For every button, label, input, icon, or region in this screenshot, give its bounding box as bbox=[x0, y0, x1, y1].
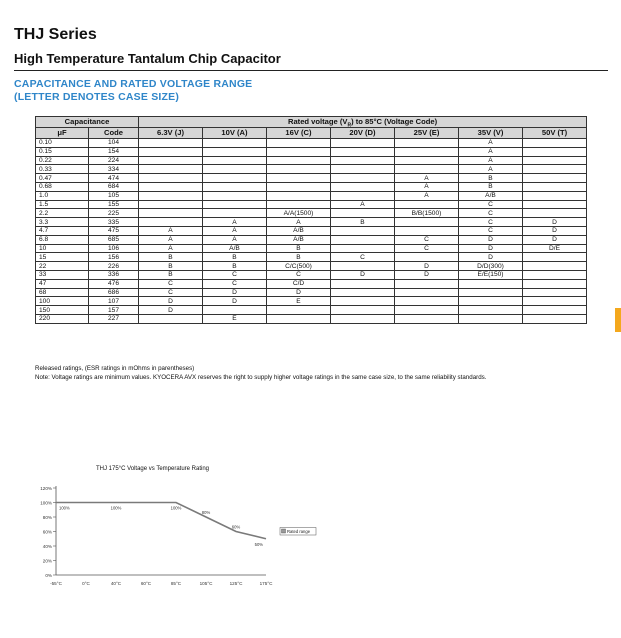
case-size-cell: A bbox=[459, 147, 523, 156]
case-size-cell: A bbox=[203, 226, 267, 235]
case-size-cell bbox=[267, 165, 331, 174]
table-group-header-row bbox=[36, 117, 587, 128]
table-notes bbox=[35, 365, 486, 382]
case-size-cell: A/B bbox=[459, 191, 523, 200]
voltage-header-prefix: Rated voltage (V bbox=[287, 117, 348, 126]
case-size-cell bbox=[139, 182, 203, 191]
case-size-cell bbox=[395, 156, 459, 165]
capacitance-cell: 0.10 bbox=[36, 139, 89, 148]
case-size-cell: B bbox=[203, 253, 267, 262]
case-size-cell bbox=[267, 200, 331, 209]
case-size-cell: C bbox=[139, 279, 203, 288]
capacitance-group-header: Capacitance bbox=[36, 117, 139, 128]
case-size-cell: C bbox=[459, 218, 523, 227]
capacitance-cell: 33 bbox=[36, 270, 89, 279]
case-size-cell: A bbox=[203, 218, 267, 227]
case-size-cell: A bbox=[139, 235, 203, 244]
code-cell: 105 bbox=[89, 191, 139, 200]
case-size-cell: B bbox=[331, 218, 395, 227]
case-size-cell bbox=[523, 262, 587, 271]
case-size-cell bbox=[523, 191, 587, 200]
case-size-cell: A/B bbox=[267, 226, 331, 235]
case-size-cell: D bbox=[459, 235, 523, 244]
x-tick-label: 85°C bbox=[170, 581, 182, 586]
code-cell: 225 bbox=[89, 209, 139, 218]
table-row bbox=[36, 244, 587, 253]
case-size-cell bbox=[203, 200, 267, 209]
case-size-cell bbox=[395, 147, 459, 156]
table-row bbox=[36, 165, 587, 174]
code-cell: 686 bbox=[89, 288, 139, 297]
case-size-cell bbox=[331, 288, 395, 297]
case-size-cell bbox=[331, 139, 395, 148]
data-label: 60% bbox=[231, 524, 241, 530]
capacitance-cell: 0.33 bbox=[36, 165, 89, 174]
case-size-cell bbox=[267, 182, 331, 191]
case-size-cell bbox=[331, 174, 395, 183]
capacitance-cell: 68 bbox=[36, 288, 89, 297]
case-size-cell: A bbox=[139, 226, 203, 235]
case-size-cell bbox=[139, 147, 203, 156]
case-size-cell: A bbox=[203, 235, 267, 244]
case-size-cell bbox=[267, 147, 331, 156]
case-size-cell bbox=[459, 288, 523, 297]
case-size-cell: B bbox=[139, 262, 203, 271]
code-cell: 157 bbox=[89, 306, 139, 315]
case-size-cell: C bbox=[459, 226, 523, 235]
column-header: 50V (T) bbox=[523, 128, 587, 139]
case-size-cell: D bbox=[267, 288, 331, 297]
case-size-cell: D bbox=[395, 270, 459, 279]
column-header: 10V (A) bbox=[203, 128, 267, 139]
table-row bbox=[36, 314, 587, 323]
x-tick-label: 60°C bbox=[140, 581, 152, 586]
case-size-cell bbox=[139, 174, 203, 183]
case-size-cell: B bbox=[267, 244, 331, 253]
case-size-cell: C bbox=[203, 279, 267, 288]
table-row bbox=[36, 297, 587, 306]
case-size-cell: D bbox=[331, 270, 395, 279]
section-heading-line1: CAPACITANCE AND RATED VOLTAGE RANGE bbox=[14, 78, 253, 90]
case-size-cell: C bbox=[331, 253, 395, 262]
case-size-cell: A/A(1500) bbox=[267, 209, 331, 218]
case-size-cell bbox=[395, 288, 459, 297]
column-header: 6.3V (J) bbox=[139, 128, 203, 139]
code-cell: 156 bbox=[89, 253, 139, 262]
code-cell: 684 bbox=[89, 182, 139, 191]
code-cell: 224 bbox=[89, 156, 139, 165]
case-size-cell: E bbox=[203, 314, 267, 323]
case-size-cell bbox=[139, 218, 203, 227]
column-header: 25V (E) bbox=[395, 128, 459, 139]
x-tick-label: 125°C bbox=[229, 581, 243, 586]
case-size-cell bbox=[459, 297, 523, 306]
case-size-cell: A bbox=[139, 244, 203, 253]
capacitance-cell: 15 bbox=[36, 253, 89, 262]
case-size-cell bbox=[523, 156, 587, 165]
table-row bbox=[36, 174, 587, 183]
case-size-cell: A bbox=[267, 218, 331, 227]
data-label: 100% bbox=[110, 505, 122, 511]
case-size-cell bbox=[395, 165, 459, 174]
chart-title: THJ 175°C Voltage vs Temperature Rating bbox=[96, 466, 210, 472]
case-size-cell: C bbox=[395, 235, 459, 244]
case-size-cell bbox=[331, 279, 395, 288]
case-size-cell: D/E bbox=[523, 244, 587, 253]
y-tick-label: 80% bbox=[42, 514, 52, 520]
case-size-cell bbox=[267, 174, 331, 183]
case-size-cell bbox=[523, 288, 587, 297]
case-size-cell bbox=[331, 244, 395, 253]
case-size-cell bbox=[331, 235, 395, 244]
case-size-cell bbox=[203, 191, 267, 200]
case-size-cell bbox=[139, 139, 203, 148]
case-size-cell bbox=[523, 182, 587, 191]
section-heading-line2: (LETTER DENOTES CASE SIZE) bbox=[14, 91, 180, 103]
capacitance-cell: 3.3 bbox=[36, 218, 89, 227]
case-size-cell: D bbox=[523, 226, 587, 235]
case-size-cell: A/B bbox=[203, 244, 267, 253]
case-size-cell bbox=[523, 174, 587, 183]
capacitance-cell: 2.2 bbox=[36, 209, 89, 218]
case-size-cell bbox=[459, 306, 523, 315]
case-size-cell: B bbox=[459, 182, 523, 191]
case-size-cell: D bbox=[203, 288, 267, 297]
x-tick-label: 0°C bbox=[82, 581, 90, 586]
data-label: 100% bbox=[170, 505, 182, 511]
y-tick-label: 60% bbox=[42, 529, 52, 535]
capacitance-cell: 220 bbox=[36, 314, 89, 323]
case-size-cell bbox=[331, 297, 395, 306]
note-released-ratings: Released ratings, (ESR ratings in mOhms in parentheses) bbox=[35, 365, 195, 372]
table-row bbox=[36, 191, 587, 200]
case-size-cell: D bbox=[139, 297, 203, 306]
case-size-cell: A/B bbox=[267, 235, 331, 244]
voltage-group-header bbox=[139, 117, 587, 128]
capacitance-cell: 6.8 bbox=[36, 235, 89, 244]
code-cell: 106 bbox=[89, 244, 139, 253]
case-size-cell: D bbox=[395, 262, 459, 271]
code-cell: 104 bbox=[89, 139, 139, 148]
case-size-cell bbox=[267, 139, 331, 148]
code-cell: 107 bbox=[89, 297, 139, 306]
case-size-cell: A bbox=[395, 182, 459, 191]
table-row bbox=[36, 279, 587, 288]
y-tick-label: 40% bbox=[42, 543, 52, 549]
capacitance-cell: 0.68 bbox=[36, 182, 89, 191]
code-cell: 155 bbox=[89, 200, 139, 209]
data-label: 50% bbox=[254, 541, 263, 547]
voltage-temperature-chart bbox=[0, 480, 621, 592]
table-row bbox=[36, 226, 587, 235]
case-size-cell: A bbox=[459, 156, 523, 165]
table-row bbox=[36, 200, 587, 209]
table-row bbox=[36, 288, 587, 297]
y-tick-label: 0% bbox=[45, 572, 52, 578]
case-size-cell: A bbox=[459, 139, 523, 148]
case-size-cell: C bbox=[459, 200, 523, 209]
case-size-cell bbox=[523, 279, 587, 288]
table-row bbox=[36, 306, 587, 315]
code-cell: 475 bbox=[89, 226, 139, 235]
x-tick-label: -55°C bbox=[50, 581, 62, 586]
case-size-cell: B bbox=[267, 253, 331, 262]
case-size-cell bbox=[203, 139, 267, 148]
table-row bbox=[36, 253, 587, 262]
case-size-cell bbox=[523, 200, 587, 209]
case-size-cell: C bbox=[139, 288, 203, 297]
x-tick-label: 40°C bbox=[110, 581, 122, 586]
legend-swatch bbox=[282, 529, 286, 533]
series-title: THJ Series bbox=[14, 26, 97, 43]
data-label: 100% bbox=[59, 505, 70, 511]
case-size-cell bbox=[459, 279, 523, 288]
case-size-cell bbox=[331, 182, 395, 191]
case-size-cell: D/D(300) bbox=[459, 262, 523, 271]
case-size-cell: C bbox=[395, 244, 459, 253]
voltage-header-suffix: ) to 85°C (Voltage Code) bbox=[351, 117, 438, 126]
case-size-cell bbox=[203, 165, 267, 174]
y-tick-label: 120% bbox=[40, 485, 52, 491]
case-size-cell bbox=[523, 253, 587, 262]
case-size-cell bbox=[395, 226, 459, 235]
case-size-cell: A bbox=[395, 191, 459, 200]
capacitance-cell: 1.0 bbox=[36, 191, 89, 200]
table-row bbox=[36, 262, 587, 271]
page-side-tab bbox=[615, 308, 621, 332]
case-size-cell: C/C(500) bbox=[267, 262, 331, 271]
case-size-cell bbox=[331, 191, 395, 200]
case-size-cell bbox=[331, 306, 395, 315]
capacitance-cell: 4.7 bbox=[36, 226, 89, 235]
code-cell: 154 bbox=[89, 147, 139, 156]
case-size-cell bbox=[523, 165, 587, 174]
case-size-cell: E/E(150) bbox=[459, 270, 523, 279]
case-size-cell: E bbox=[267, 297, 331, 306]
case-size-cell: A bbox=[395, 174, 459, 183]
case-size-cell bbox=[267, 314, 331, 323]
case-size-cell: C bbox=[267, 270, 331, 279]
table-row bbox=[36, 209, 587, 218]
capacitance-cell: 150 bbox=[36, 306, 89, 315]
case-size-cell bbox=[267, 156, 331, 165]
case-size-cell: D bbox=[459, 253, 523, 262]
case-size-cell bbox=[395, 314, 459, 323]
table-row bbox=[36, 182, 587, 191]
case-size-cell bbox=[395, 306, 459, 315]
case-size-cell bbox=[139, 209, 203, 218]
case-size-cell: B/B(1500) bbox=[395, 209, 459, 218]
case-size-cell bbox=[523, 306, 587, 315]
case-size-cell bbox=[267, 306, 331, 315]
case-size-cell: D bbox=[523, 235, 587, 244]
case-size-cell: C bbox=[203, 270, 267, 279]
column-header: 16V (C) bbox=[267, 128, 331, 139]
table-body bbox=[36, 139, 587, 324]
code-cell: 474 bbox=[89, 174, 139, 183]
case-size-cell bbox=[459, 314, 523, 323]
case-size-cell bbox=[203, 174, 267, 183]
code-cell: 227 bbox=[89, 314, 139, 323]
case-size-cell: B bbox=[203, 262, 267, 271]
table-row bbox=[36, 147, 587, 156]
case-size-cell: D bbox=[139, 306, 203, 315]
case-size-cell: C/D bbox=[267, 279, 331, 288]
case-size-cell bbox=[203, 156, 267, 165]
x-tick-label: 105°C bbox=[199, 581, 213, 586]
column-header: 20V (D) bbox=[331, 128, 395, 139]
case-size-cell bbox=[523, 209, 587, 218]
case-size-cell: A bbox=[331, 200, 395, 209]
case-size-cell bbox=[331, 226, 395, 235]
column-header: μF bbox=[36, 128, 89, 139]
voltage-header-subscript: R bbox=[347, 122, 352, 128]
rated-range-area bbox=[56, 503, 266, 576]
code-cell: 335 bbox=[89, 218, 139, 227]
code-cell: 336 bbox=[89, 270, 139, 279]
capacitance-voltage-table bbox=[35, 116, 587, 324]
section-heading bbox=[14, 78, 252, 104]
case-size-cell bbox=[139, 200, 203, 209]
table-row bbox=[36, 270, 587, 279]
table-column-header-row bbox=[36, 128, 587, 139]
table-row bbox=[36, 218, 587, 227]
header-divider bbox=[14, 70, 608, 71]
case-size-cell bbox=[331, 209, 395, 218]
y-tick-label: 100% bbox=[40, 500, 52, 506]
capacitance-cell: 22 bbox=[36, 262, 89, 271]
case-size-cell bbox=[331, 165, 395, 174]
case-size-cell bbox=[331, 156, 395, 165]
case-size-cell bbox=[523, 139, 587, 148]
case-size-cell bbox=[139, 165, 203, 174]
x-tick-label: 175°C bbox=[259, 581, 273, 586]
case-size-cell bbox=[395, 253, 459, 262]
case-size-cell bbox=[395, 279, 459, 288]
case-size-cell bbox=[523, 314, 587, 323]
code-cell: 226 bbox=[89, 262, 139, 271]
case-size-cell bbox=[203, 147, 267, 156]
case-size-cell bbox=[331, 314, 395, 323]
case-size-cell bbox=[395, 139, 459, 148]
case-size-cell bbox=[523, 147, 587, 156]
capacitance-cell: 10 bbox=[36, 244, 89, 253]
code-cell: 334 bbox=[89, 165, 139, 174]
case-size-cell bbox=[523, 297, 587, 306]
product-subtitle: High Temperature Tantalum Chip Capacitor bbox=[14, 51, 281, 66]
code-cell: 685 bbox=[89, 235, 139, 244]
case-size-cell: B bbox=[459, 174, 523, 183]
case-size-cell: C bbox=[459, 209, 523, 218]
case-size-cell: D bbox=[203, 297, 267, 306]
case-size-cell bbox=[395, 297, 459, 306]
capacitance-cell: 47 bbox=[36, 279, 89, 288]
table-row bbox=[36, 139, 587, 148]
capacitance-cell: 0.22 bbox=[36, 156, 89, 165]
legend-label: Rated range bbox=[287, 528, 311, 534]
case-size-cell: B bbox=[139, 270, 203, 279]
y-tick-label: 20% bbox=[42, 558, 52, 564]
capacitance-cell: 0.15 bbox=[36, 147, 89, 156]
case-size-cell bbox=[395, 200, 459, 209]
column-header: Code bbox=[89, 128, 139, 139]
column-header: 35V (V) bbox=[459, 128, 523, 139]
case-size-cell: D bbox=[459, 244, 523, 253]
case-size-cell bbox=[267, 191, 331, 200]
case-size-cell bbox=[203, 182, 267, 191]
note-voltage-ratings: Note: Voltage ratings are minimum values. KYOCERA AVX reserves the right to supply higher voltage ratings in the same case size, to the same reliability standards. bbox=[35, 373, 487, 381]
capacitance-cell: 100 bbox=[36, 297, 89, 306]
case-size-cell bbox=[139, 191, 203, 200]
case-size-cell: D bbox=[523, 218, 587, 227]
case-size-cell bbox=[203, 306, 267, 315]
capacitance-cell: 0.47 bbox=[36, 174, 89, 183]
case-size-cell bbox=[331, 262, 395, 271]
case-size-cell bbox=[203, 209, 267, 218]
code-cell: 476 bbox=[89, 279, 139, 288]
case-size-cell bbox=[139, 156, 203, 165]
capacitance-cell: 1.5 bbox=[36, 200, 89, 209]
case-size-cell bbox=[395, 218, 459, 227]
table-row bbox=[36, 156, 587, 165]
case-size-cell: A bbox=[459, 165, 523, 174]
case-size-cell bbox=[139, 314, 203, 323]
data-label: 80% bbox=[201, 510, 211, 515]
case-size-cell bbox=[523, 270, 587, 279]
case-size-cell: B bbox=[139, 253, 203, 262]
table-row bbox=[36, 235, 587, 244]
case-size-cell bbox=[331, 147, 395, 156]
